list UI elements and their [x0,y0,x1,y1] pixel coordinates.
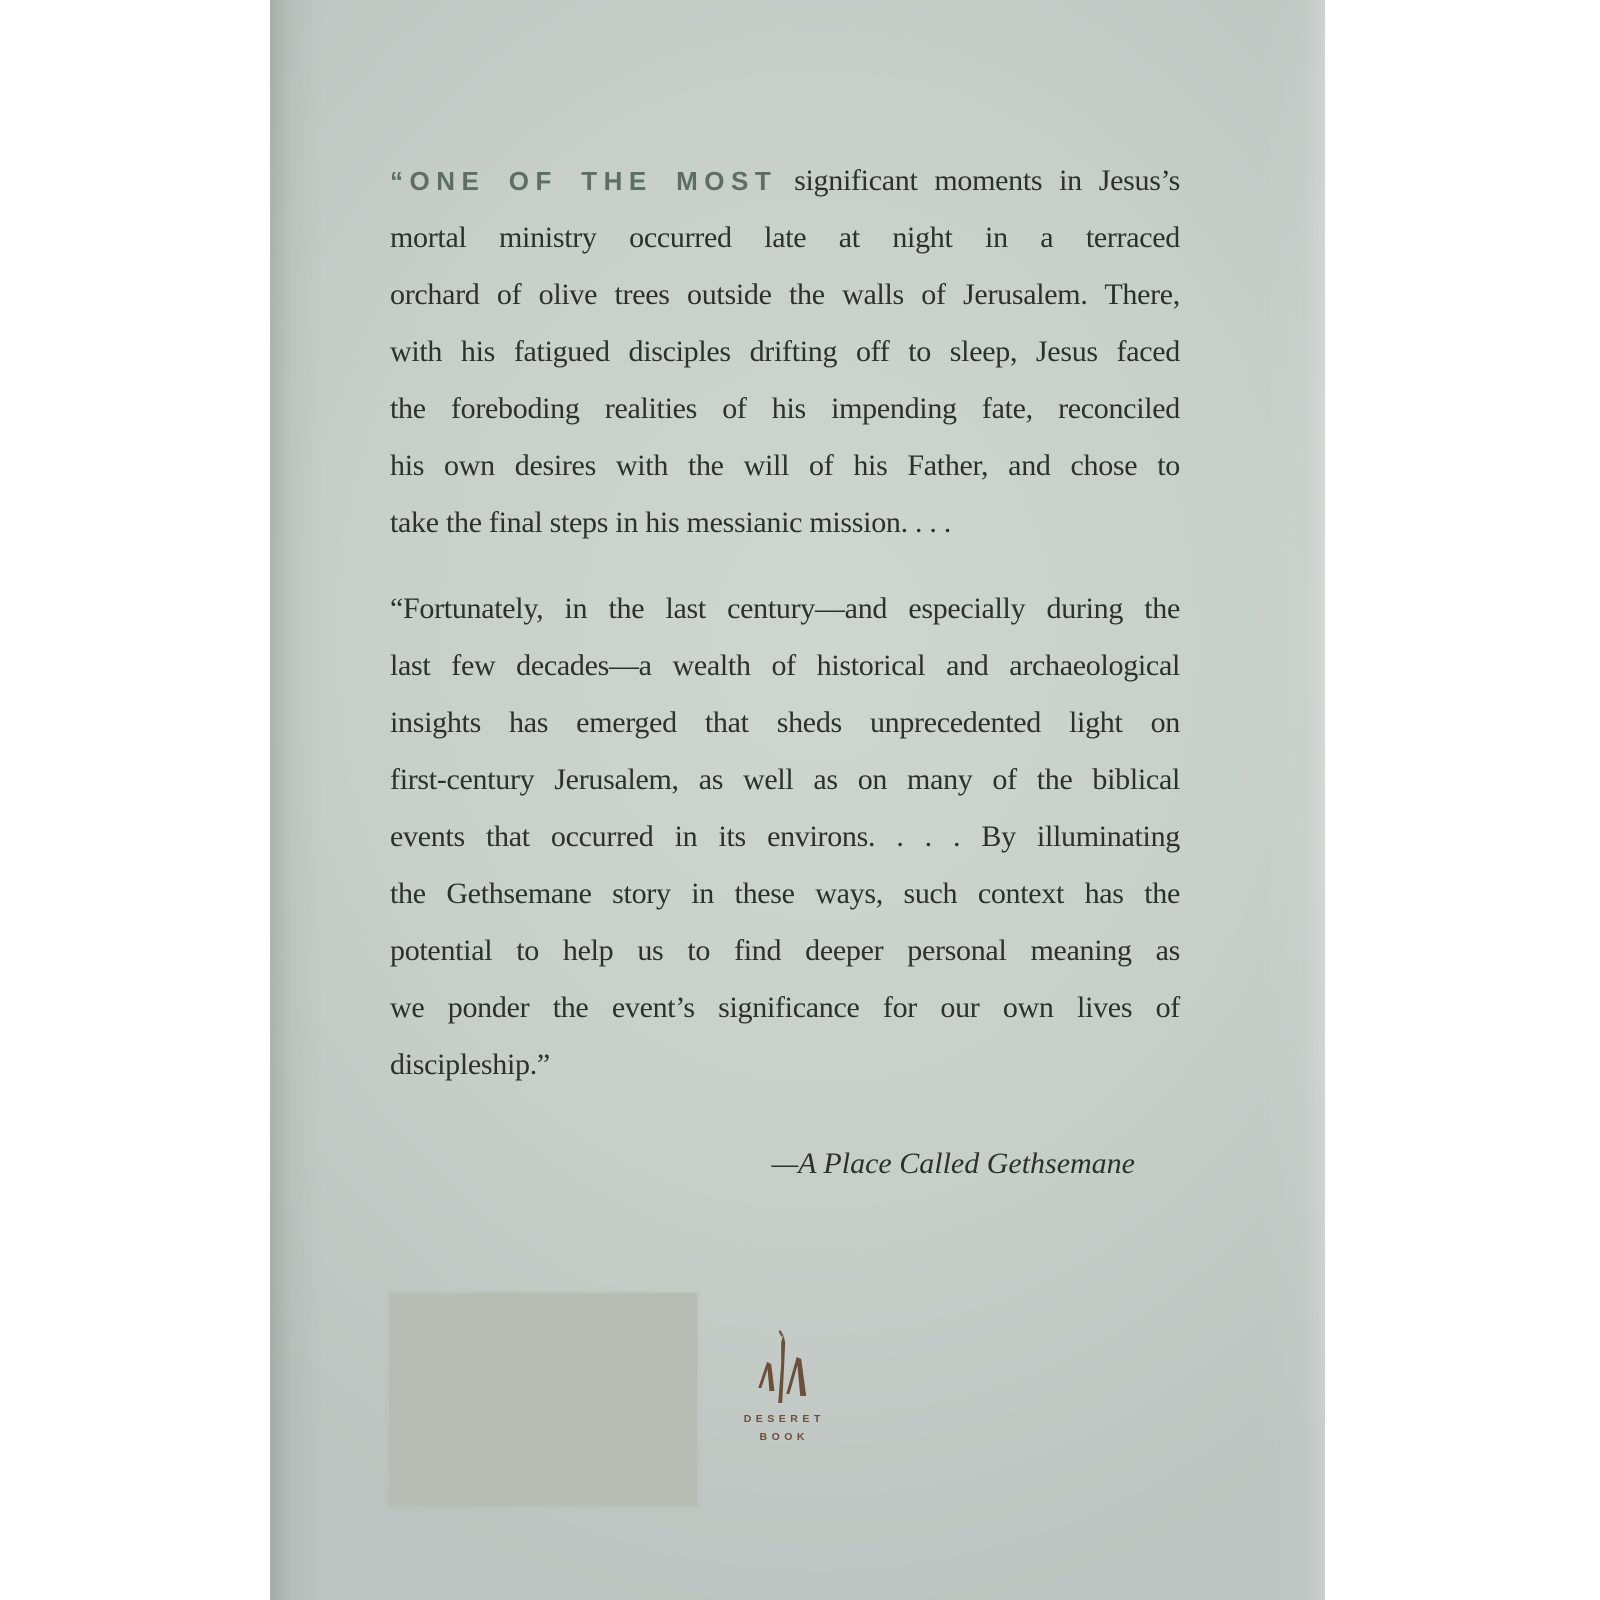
quote-line: we ponder the event’s significance for our own lives of [390,991,1180,1024]
publisher-name-deseret: DESERET [743,1413,825,1425]
publisher-name-book: BOOK [759,1431,809,1443]
quote-block [390,152,1180,1192]
quote-line: his own desires with the will of his Father, and chose to [390,449,1180,482]
quote-line: “Fortunately, in the last century—and especially during the [390,592,1180,625]
publisher-block [739,1330,825,1443]
book-back-cover [270,0,1325,1600]
quote-attribution: —A Place Called Gethsemane [771,1147,1135,1180]
quote-paragraph [390,152,1180,551]
quote-lead-in: “ONE OF THE MOST [390,166,778,196]
quote-paragraph [390,580,1180,1093]
quote-line: events that occurred in its environs. . . . By illuminating [390,820,1180,853]
quote-line: discipleship.” [390,1048,550,1081]
quote-line: the Gethsemane story in these ways, such context has the [390,877,1180,910]
quote-line: mortal ministry occurred late at night in a terraced [390,221,1180,254]
quote-line: potential to help us to find deeper personal meaning as [390,934,1180,967]
quote-line: “ONE OF THE MOST significant moments in Jesus’s [390,164,1180,197]
quote-line: with his fatigued disciples drifting off to sleep, Jesus faced [390,335,1180,368]
quote-line: insights has emerged that sheds unprecedented light on [390,706,1180,739]
deseret-book-logo-icon [757,1330,807,1404]
quote-line: last few decades—a wealth of historical and archaeological [390,649,1180,682]
quote-line: take the final steps in his messianic mission. . . . [390,506,951,539]
quote-line: first-century Jerusalem, as well as on many of the biblical [390,763,1180,796]
barcode-sticker-area [389,1293,697,1506]
quote-line: the foreboding realities of his impending fate, reconciled [390,392,1180,425]
quote-line: orchard of olive trees outside the walls of Jerusalem. There, [390,278,1180,311]
